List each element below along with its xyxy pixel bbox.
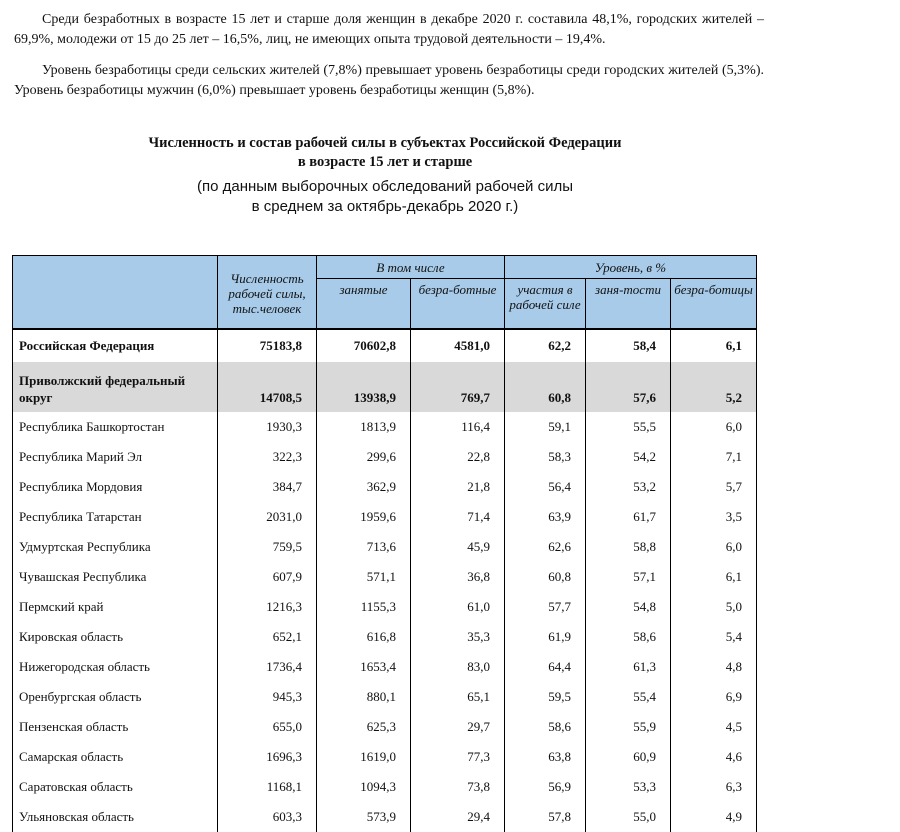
table-title-line-2: в возрасте 15 лет и старше — [297, 154, 473, 170]
table-row — [13, 329, 757, 362]
cell-name: Саратовская область — [13, 772, 218, 802]
cell-unemployed: 35,3 — [411, 622, 505, 652]
cell-employed: 880,1 — [317, 682, 411, 712]
cell-participation: 56,4 — [505, 472, 586, 502]
cell-name: Приволжский федеральный округ — [13, 362, 218, 412]
cell-unemployed: 61,0 — [411, 592, 505, 622]
cell-unemployment: 6,1 — [671, 562, 757, 592]
cell-employment: 61,7 — [586, 502, 671, 532]
table-title-line-1: Численность и состав рабочей силы в субъектах Российской Федерации — [148, 135, 622, 151]
cell-unemployment: 6,3 — [671, 772, 757, 802]
cell-name: Республика Башкортостан — [13, 412, 218, 442]
header-region — [13, 256, 218, 330]
header-unemployed: безра-ботные — [411, 279, 505, 330]
cell-name: Оренбургская область — [13, 682, 218, 712]
cell-count: 1736,4 — [218, 652, 317, 682]
table-row — [13, 772, 757, 802]
cell-employment: 58,4 — [586, 329, 671, 362]
cell-employment: 55,0 — [586, 802, 671, 832]
cell-employment: 53,3 — [586, 772, 671, 802]
cell-unemployment: 6,9 — [671, 682, 757, 712]
cell-name: Пермский край — [13, 592, 218, 622]
cell-count: 75183,8 — [218, 329, 317, 362]
cell-unemployment: 6,0 — [671, 532, 757, 562]
cell-employment: 55,9 — [586, 712, 671, 742]
cell-employed: 1619,0 — [317, 742, 411, 772]
cell-unemployment: 5,4 — [671, 622, 757, 652]
cell-count: 652,1 — [218, 622, 317, 652]
table-row — [13, 622, 757, 652]
cell-unemployment: 6,0 — [671, 412, 757, 442]
cell-count: 2031,0 — [218, 502, 317, 532]
cell-count: 759,5 — [218, 532, 317, 562]
cell-unemployed: 21,8 — [411, 472, 505, 502]
cell-participation: 62,2 — [505, 329, 586, 362]
cell-name: Самарская область — [13, 742, 218, 772]
table-title — [14, 134, 756, 172]
cell-unemployed: 769,7 — [411, 362, 505, 412]
table-row — [13, 562, 757, 592]
header-level-percent: Уровень, в % — [505, 256, 757, 279]
header-participation: участия в рабочей силе — [505, 279, 586, 330]
cell-name: Кировская область — [13, 622, 218, 652]
cell-participation: 64,4 — [505, 652, 586, 682]
cell-employment: 57,1 — [586, 562, 671, 592]
cell-employment: 54,8 — [586, 592, 671, 622]
table-row — [13, 682, 757, 712]
cell-participation: 61,9 — [505, 622, 586, 652]
intro-paragraph-2: Уровень безработицы среди сельских жителей (7,8%) превышает уровень безработицы среди городских жителей (5,3%). Уровень безработицы мужчин (6,0%) превышает уровень безработицы женщин (5,8%). — [14, 63, 764, 98]
cell-name: Республика Марий Эл — [13, 442, 218, 472]
cell-count: 1696,3 — [218, 742, 317, 772]
cell-participation: 56,9 — [505, 772, 586, 802]
header-labor-force-count: Численность рабочей силы, тыс.человек — [218, 256, 317, 330]
cell-participation: 63,9 — [505, 502, 586, 532]
cell-count: 655,0 — [218, 712, 317, 742]
table-subtitle-line-1: (по данным выборочных обследований рабочей силы — [196, 178, 574, 195]
cell-employment: 58,6 — [586, 622, 671, 652]
cell-unemployed: 83,0 — [411, 652, 505, 682]
cell-employment: 55,4 — [586, 682, 671, 712]
table-row — [13, 412, 757, 442]
cell-participation: 60,8 — [505, 362, 586, 412]
cell-unemployed: 73,8 — [411, 772, 505, 802]
cell-employed: 362,9 — [317, 472, 411, 502]
cell-count: 1930,3 — [218, 412, 317, 442]
cell-name: Республика Татарстан — [13, 502, 218, 532]
cell-name: Пензенская область — [13, 712, 218, 742]
cell-unemployment: 4,9 — [671, 802, 757, 832]
cell-unemployment: 6,1 — [671, 329, 757, 362]
table-row — [13, 802, 757, 832]
cell-unemployment: 5,7 — [671, 472, 757, 502]
cell-employed: 1094,3 — [317, 772, 411, 802]
cell-employment: 61,3 — [586, 652, 671, 682]
cell-employed: 625,3 — [317, 712, 411, 742]
cell-unemployed: 4581,0 — [411, 329, 505, 362]
cell-name: Республика Мордовия — [13, 472, 218, 502]
cell-participation: 57,8 — [505, 802, 586, 832]
cell-employment: 55,5 — [586, 412, 671, 442]
cell-participation: 62,6 — [505, 532, 586, 562]
cell-count: 1216,3 — [218, 592, 317, 622]
header-employed: занятые — [317, 279, 411, 330]
cell-count: 607,9 — [218, 562, 317, 592]
table-body — [13, 329, 757, 832]
cell-unemployment: 5,2 — [671, 362, 757, 412]
cell-employment: 53,2 — [586, 472, 671, 502]
cell-employed: 571,1 — [317, 562, 411, 592]
table-row — [13, 652, 757, 682]
table-row — [13, 502, 757, 532]
cell-count: 603,3 — [218, 802, 317, 832]
cell-unemployed: 77,3 — [411, 742, 505, 772]
cell-employed: 1813,9 — [317, 412, 411, 442]
table-row — [13, 362, 757, 412]
cell-employed: 1653,4 — [317, 652, 411, 682]
cell-unemployment: 7,1 — [671, 442, 757, 472]
cell-employed: 1959,6 — [317, 502, 411, 532]
table-row — [13, 742, 757, 772]
cell-unemployed: 65,1 — [411, 682, 505, 712]
cell-name: Ульяновская область — [13, 802, 218, 832]
cell-count: 384,7 — [218, 472, 317, 502]
cell-unemployment: 4,6 — [671, 742, 757, 772]
table-row — [13, 442, 757, 472]
cell-count: 322,3 — [218, 442, 317, 472]
labor-force-table — [12, 255, 757, 832]
cell-unemployed: 45,9 — [411, 532, 505, 562]
cell-employed: 70602,8 — [317, 329, 411, 362]
cell-unemployed: 116,4 — [411, 412, 505, 442]
table-row — [13, 592, 757, 622]
intro-paragraph-1: Среди безработных в возрасте 15 лет и старше доля женщин в декабре 2020 г. составила 48,1%, городских жителей – 69,9%, молодежи от 15 до 25 лет – 16,5%, лиц, не имеющих опыта трудовой деятельности – 19,4%. — [14, 12, 764, 47]
cell-unemployed: 29,4 — [411, 802, 505, 832]
header-unemployment: безра-ботицы — [671, 279, 757, 330]
cell-employed: 13938,9 — [317, 362, 411, 412]
cell-unemployment: 4,5 — [671, 712, 757, 742]
table-row — [13, 532, 757, 562]
cell-participation: 57,7 — [505, 592, 586, 622]
cell-name: Удмуртская Республика — [13, 532, 218, 562]
cell-participation: 63,8 — [505, 742, 586, 772]
cell-employment: 60,9 — [586, 742, 671, 772]
cell-employment: 57,6 — [586, 362, 671, 412]
cell-name: Чувашская Республика — [13, 562, 218, 592]
header-employment: заня-тости — [586, 279, 671, 330]
cell-participation: 60,8 — [505, 562, 586, 592]
cell-unemployed: 71,4 — [411, 502, 505, 532]
cell-employed: 299,6 — [317, 442, 411, 472]
cell-employed: 616,8 — [317, 622, 411, 652]
cell-participation: 59,1 — [505, 412, 586, 442]
cell-participation: 58,3 — [505, 442, 586, 472]
header-including: В том числе — [317, 256, 505, 279]
cell-unemployed: 36,8 — [411, 562, 505, 592]
cell-participation: 59,5 — [505, 682, 586, 712]
cell-count: 945,3 — [218, 682, 317, 712]
cell-unemployed: 29,7 — [411, 712, 505, 742]
cell-count: 14708,5 — [218, 362, 317, 412]
cell-participation: 58,6 — [505, 712, 586, 742]
table-subtitle-line-2: в среднем за октябрь-декабрь 2020 г.) — [251, 198, 519, 215]
cell-employed: 573,9 — [317, 802, 411, 832]
cell-unemployed: 22,8 — [411, 442, 505, 472]
cell-unemployment: 5,0 — [671, 592, 757, 622]
cell-name: Нижегородская область — [13, 652, 218, 682]
cell-employed: 713,6 — [317, 532, 411, 562]
cell-count: 1168,1 — [218, 772, 317, 802]
cell-name: Российская Федерация — [13, 329, 218, 362]
cell-unemployment: 4,8 — [671, 652, 757, 682]
cell-employment: 58,8 — [586, 532, 671, 562]
cell-unemployment: 3,5 — [671, 502, 757, 532]
cell-employed: 1155,3 — [317, 592, 411, 622]
table-row — [13, 712, 757, 742]
cell-employment: 54,2 — [586, 442, 671, 472]
table-subtitle — [14, 177, 756, 217]
table-row — [13, 472, 757, 502]
